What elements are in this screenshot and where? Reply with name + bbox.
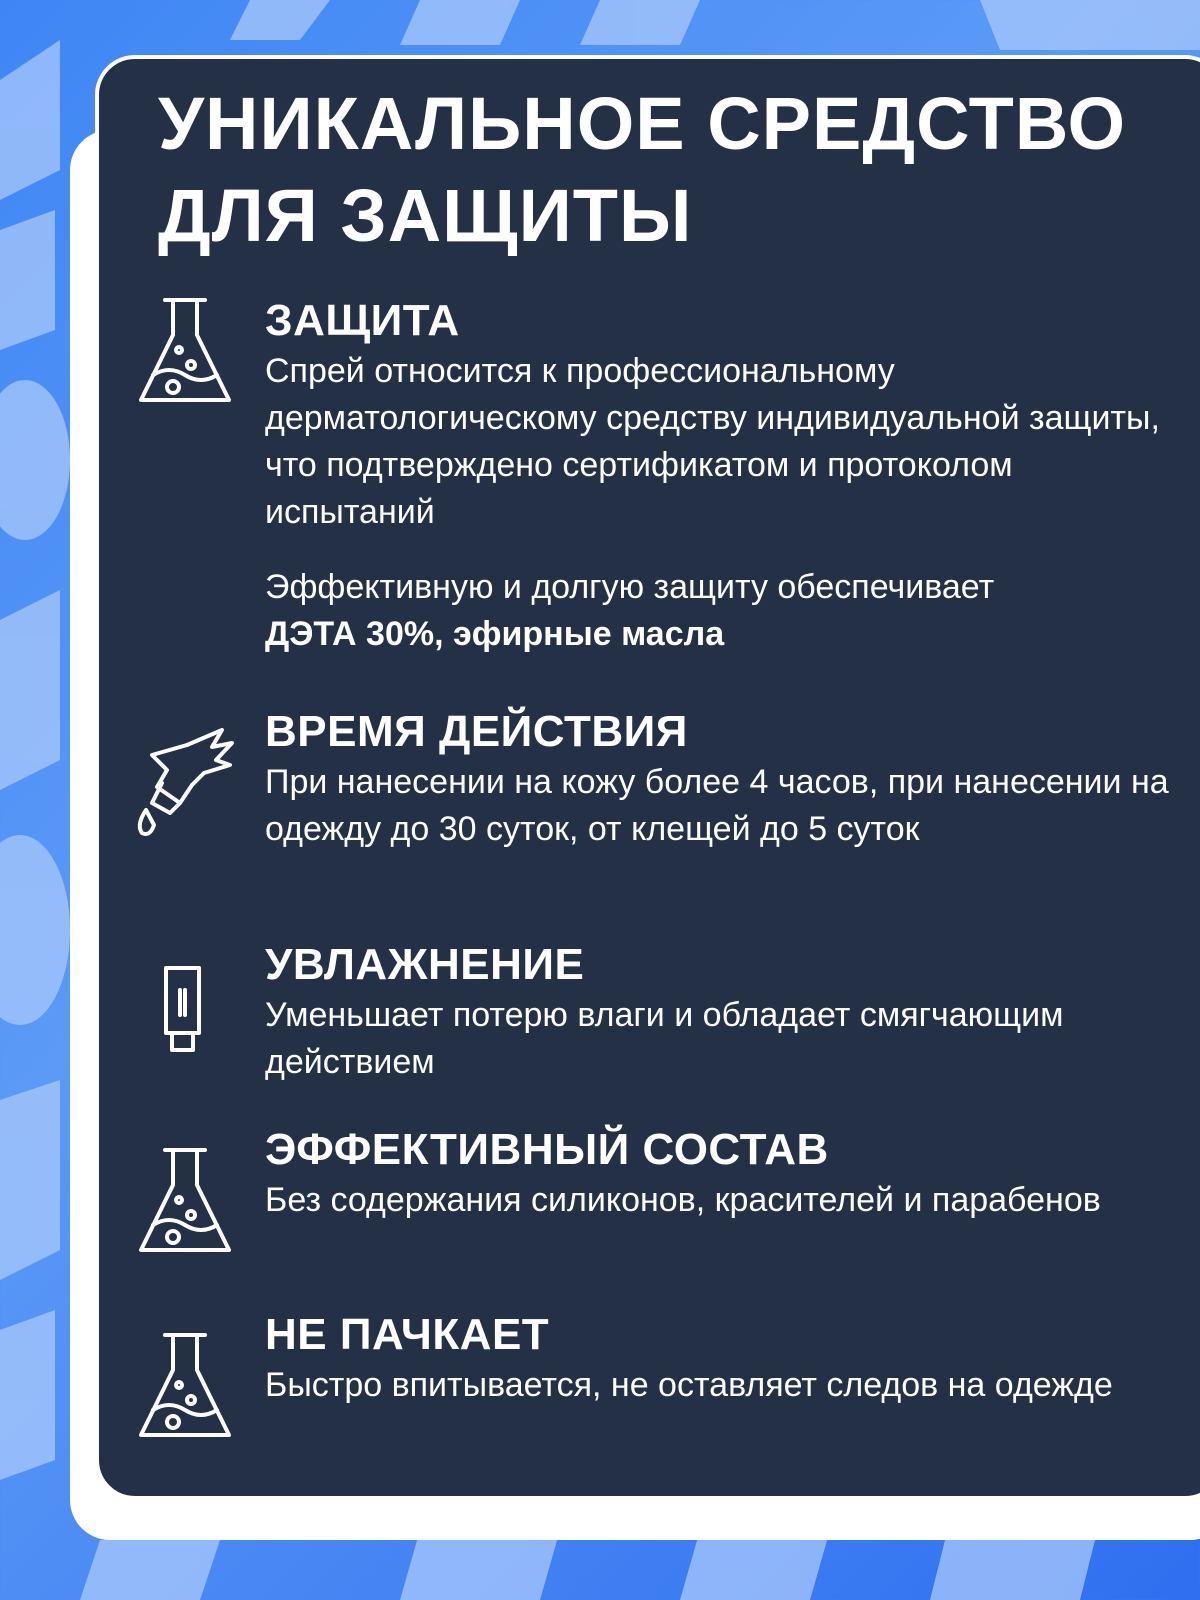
section-text-extra: [265, 564, 1185, 658]
section-moisturizing: [265, 940, 1185, 1086]
section-title: ВРЕМЯ ДЕЙСТВИЯ: [265, 707, 688, 756]
section-title: ЗАЩИТА: [265, 296, 460, 345]
page-title: [158, 78, 1178, 262]
section-composition: [265, 1125, 1185, 1224]
tube-icon: [160, 965, 205, 1055]
section-protection: [265, 296, 1185, 658]
section-text: Быстро впитывается, не оставляет следов на одежде: [265, 1366, 1113, 1404]
section-text: Спрей относится к профессиональному дерматологическому средству индивидуальной защиты, что подтверждено сертификатом и протоколом испытаний: [265, 352, 1160, 531]
section-title: УВЛАЖНЕНИЕ: [265, 940, 585, 989]
flask-icon: [135, 295, 235, 410]
section-text-extra-bold: ДЭТА 30%, эфирные масла: [265, 615, 725, 653]
section-text: Без содержания силиконов, красителей и парабенов: [265, 1181, 1101, 1219]
section-no-stains: [265, 1310, 1185, 1409]
spray-icon: [132, 725, 237, 840]
section-title: ЭФФЕКТИВНЫЙ СОСТАВ: [265, 1125, 829, 1174]
section-text: Уменьшает потерю влаги и обладает смягчающим действием: [265, 996, 1064, 1081]
title-line-2: ДЛЯ ЗАЩИТЫ: [158, 174, 693, 257]
flask-icon: [135, 1330, 235, 1445]
flask-icon: [135, 1145, 235, 1260]
section-text: При нанесении на кожу более 4 часов, при нанесении на одежду до 30 суток, от клещей до 5 суток: [265, 763, 1169, 848]
title-line-1: УНИКАЛЬНОЕ СРЕДСТВО: [158, 82, 1127, 165]
section-text-extra-plain: Эффективную и долгую защиту обеспечивает: [265, 568, 995, 606]
section-title: НЕ ПАЧКАЕТ: [265, 1310, 550, 1359]
section-duration: [265, 707, 1185, 853]
